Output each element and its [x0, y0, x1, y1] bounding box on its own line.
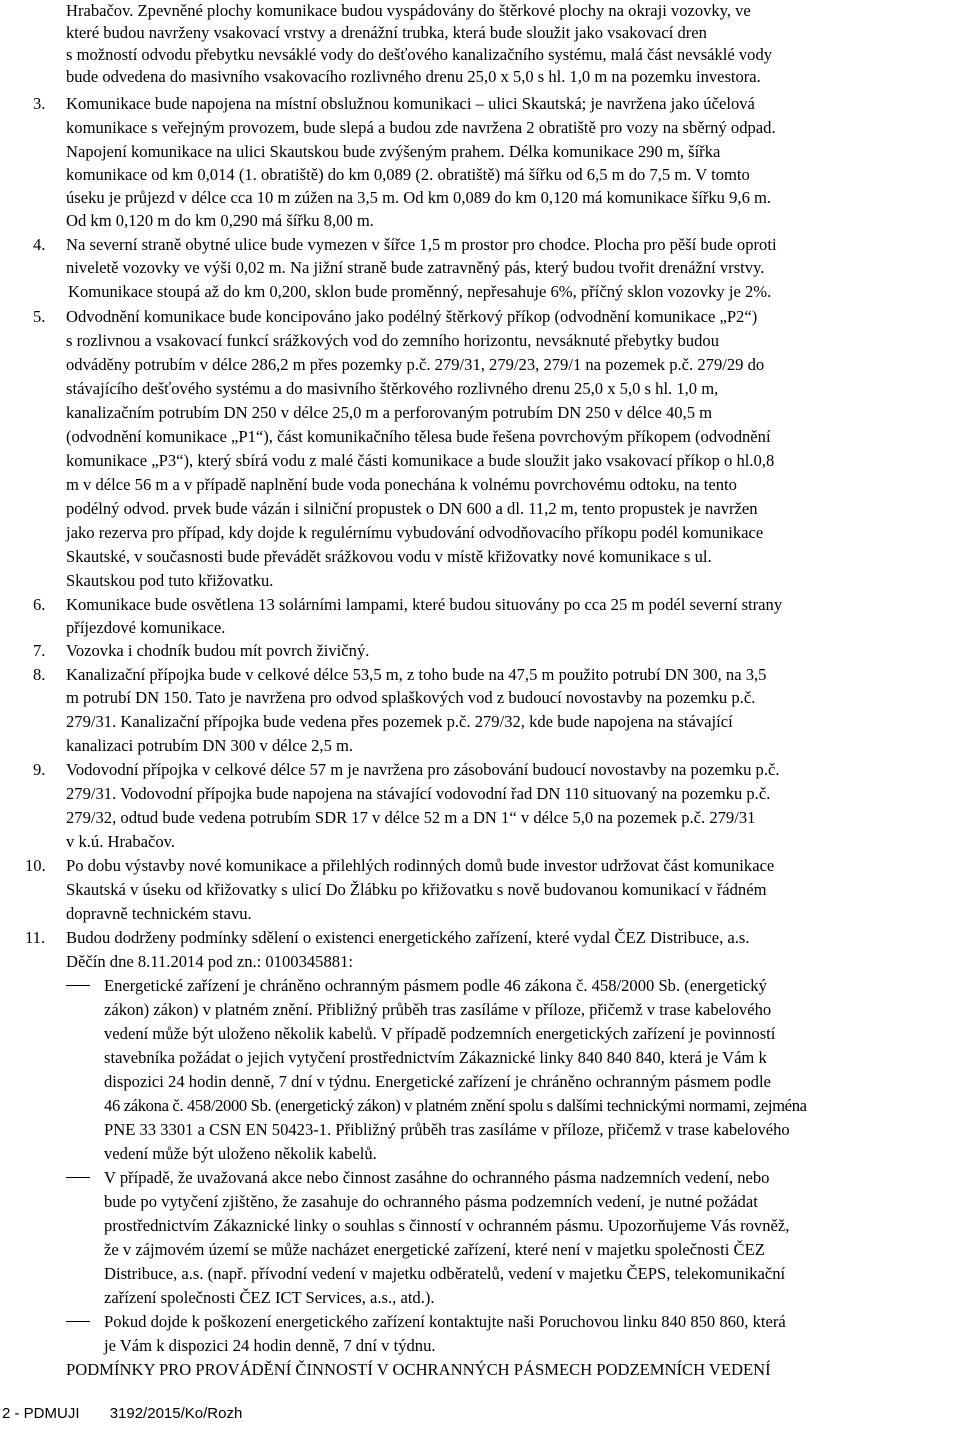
item-line: Komunikace bude osvětlena 13 solárními lampami, které budou situovány po cca 25 m podél severní strany — [66, 595, 783, 614]
footer-page-code: 2 - PDMUJI — [2, 1405, 80, 1422]
bullet-line: 46 zákona č. 458/2000 Sb. (energetický zákon) v platném znění spolu s dalšími technickými normami, zejména — [104, 1096, 807, 1115]
item-number: 3. — [33, 94, 46, 113]
item-line: Budou dodrženy podmínky sdělení o existenci energetického zařízení, které vydal ČEZ Distribuce, a.s. — [66, 928, 750, 947]
bullet-line: zákon) zákon) v platném znění. Přibližný průběh tras zasíláme v příloze, přičemž v trase kabelového — [104, 1000, 772, 1019]
intro-line: s možností odvodu přebytku nevsáklé vody do dešťového kanalizačního systému, malá část nevsáklé vody — [66, 45, 773, 64]
item-line: úseku je průjezd v délce cca 10 m zúžen na 3,5 m. Od km 0,089 do km 0,120 má komunikace šířku 9,6 m. — [66, 188, 772, 207]
footer — [2, 1404, 242, 1424]
item-line: Odvodnění komunikace bude koncipováno jako podélný štěrkový příkop (odvodnění komunikace „P2“) — [66, 307, 758, 326]
item-line: 279/31. Vodovodní přípojka bude napojena na stávající vodovodní řad DN 110 situovaný na pozemku p.č. — [66, 784, 771, 803]
bullet-line: zařízení společnosti ČEZ ICT Services, a.s., atd.). — [104, 1288, 435, 1307]
bullet-line: vedení může být uloženo několik kabelů. — [104, 1144, 377, 1163]
intro-line: bude odvedena do masivního vsakovacího rozlivného drenu 25,0 x 5,0 s hl. 1,0 m na pozemku investora. — [66, 67, 761, 86]
item-line: Vozovka i chodník budou mít povrch živičný. — [66, 641, 370, 660]
item-line: Po dobu výstavby nové komunikace a přilehlých rodinných domů bude investor udržovat část komunikace — [66, 856, 775, 875]
item-number: 8. — [33, 665, 46, 684]
item-line: komunikace „P3“), který sbírá vodu z malé části komunikace a bude sloužit jako vsakovací příkop o hl.0,8 — [66, 451, 775, 470]
item-line: Děčín dne 8.11.2014 pod zn.: 0100345881: — [66, 952, 353, 971]
item-line: s rozlivnou a vsakovací funkcí srážkových vod do zemního horizontu, nevsáknuté přebytky budou — [66, 331, 719, 350]
item-line: stávajícího dešťového systému a do masivního štěrkového rozlivného drenu 25,0 x 5,0 s hl. 1,0 m, — [66, 379, 719, 398]
item-line: jako rezerva pro případ, kdy dojde k regulérnímu vybudování odvodňovacího příkopu podél komunikace — [66, 523, 764, 542]
item-line: komunikace s veřejným provozem, bude slepá a budou zde navržena 2 obratiště pro vozy na sběrný odpad. — [66, 118, 776, 137]
item-line: (odvodnění komunikace „P1“), část komunikačního tělesa bude řešena povrchovým příkopem (odvodnění — [66, 427, 771, 446]
item-line: m potrubí DN 150. Tato je navržena pro odvod splaškových vod z budoucí novostavby na pozemku p.č. — [66, 688, 756, 707]
item-line: Napojení komunikace na ulici Skautskou bude zvýšeným prahem. Délka komunikace 290 m, šířka — [66, 142, 721, 161]
item-line: dopravně technickém stavu. — [66, 904, 252, 923]
item-line: odváděny potrubím v délce 286,2 m přes pozemky p.č. 279/31, 279/23, 279/1 na pozemek p.č. 279/29 do — [66, 355, 765, 374]
item-number: 10. — [25, 856, 46, 875]
item-line: kanalizaci potrubím DN 300 v délce 2,5 m. — [66, 736, 354, 755]
item-line: niveletě vozovky ve výši 0,02 m. Na jižní straně bude zatravněný pás, který budou tvořit drenážní vrstvy. — [66, 258, 765, 277]
intro-line: které budou navrženy vsakovací vrstvy a drenážní trubka, která bude sloužit jako vsakovací dren — [66, 23, 707, 42]
item-number: 7. — [33, 641, 46, 660]
item-line: Skautské, v současnosti bude převádět srážkovou vodu v místě křižovatky nové komunikace s ul. — [66, 547, 712, 566]
bullet-line: Pokud dojde k poškození energetického zařízení kontaktujte naši Poruchovou linku 840 850 860, která — [104, 1312, 786, 1331]
item-number: 5. — [33, 307, 46, 326]
item-line: podélný odvod. prvek bude vázán i silniční propustek o DN 600 a dl. 11,2 m, tento propustek je navržen — [66, 499, 758, 518]
bullet-line: že v zájmovém území se může nacházet energetické zařízení, které není v majetku společnosti ČEZ — [104, 1240, 765, 1259]
item-number: 6. — [33, 595, 46, 614]
bullet-line: Energetické zařízení je chráněno ochranným pásmem podle 46 zákona č. 458/2000 Sb. (energetický — [104, 976, 767, 995]
item-line: Skautská v úseku od křižovatky s ulicí Do Žlábku po křižovatku s nově budovanou komunikací v řádném — [66, 880, 767, 899]
item-line: 279/31. Kanalizační přípojka bude vedena přes pozemek p.č. 279/32, kde bude napojena na stávající — [66, 712, 733, 731]
bullet-line: prostřednictvím Zákaznické linky o souhlas s činností v ochranném pásmu. Upozorňujeme Vás rovněž, — [104, 1216, 790, 1235]
item-line: Skautskou pod tuto křižovatku. — [66, 571, 274, 590]
item-line: komunikace od km 0,014 (1. obratiště) do km 0,089 (2. obratiště) má šířku od 6,5 m do 7,5 m. V tomto — [66, 165, 750, 184]
dash-bullet — [66, 1321, 90, 1322]
item-line: Od km 0,120 m do km 0,290 má šířku 8,00 m. — [66, 211, 374, 230]
item-line: příjezdové komunikace. — [66, 618, 226, 637]
bullet-line: Distribuce, a.s. (např. přívodní vedení v majetku odběratelů, vedení v majetku ČEPS, telekomunikační — [104, 1264, 786, 1283]
item-line: Komunikace bude napojena na místní obslužnou komunikaci – ulici Skautská; je navržena jako účelová — [66, 94, 755, 113]
dash-bullet — [66, 1177, 90, 1178]
item-line: kanalizačním potrubím DN 250 v délce 25,0 m a perforovaným potrubím DN 250 v délce 40,5 m — [66, 403, 713, 422]
footer-reference: 3192/2015/Ko/Rozh — [109, 1405, 243, 1422]
bullet-line: je Vám k dispozici 24 hodin denně, 7 dní v týdnu. — [104, 1336, 436, 1355]
bullet-line: PNE 33 3301 a CSN EN 50423-1. Přibližný průběh tras zasíláme v příloze, přičemž v trase kabelového — [104, 1120, 790, 1139]
intro-line: Hrabačov. Zpevněné plochy komunikace budou vyspádovány do štěrkové plochy na okraji vozovky, ve — [66, 1, 751, 20]
item-line: m v délce 56 m a v případě naplnění bude voda ponechána k volnému povrchovému odtoku, na tento — [66, 475, 737, 494]
item-number: 11. — [25, 928, 46, 947]
item-number: 9. — [33, 760, 46, 779]
bullet-line: V případě, že uvažovaná akce nebo činnost zasáhne do ochranného pásma nadzemních vedení, nebo — [104, 1168, 770, 1187]
bullet-line: vedení může být uloženo několik kabelů. V případě podzemních energetických zařízení je povinností — [104, 1024, 776, 1043]
item-line: 279/32, odtud bude vedena potrubím SDR 17 v délce 52 m a DN 1“ v délce 5,0 na pozemek p.č. 279/31 — [66, 808, 756, 827]
item-line: Komunikace stoupá až do km 0,200, sklon bude proměnný, nepřesahuje 6%, příčný sklon vozovky je 2%. — [68, 282, 772, 301]
section-heading: PODMÍNKY PRO PROVÁDĚNÍ ČINNOSTÍ V OCHRANNÝCH PÁSMECH PODZEMNÍCH VEDENÍ — [66, 1360, 771, 1379]
bullet-line: dispozici 24 hodin denně, 7 dní v týdnu. Energetické zařízení je chráněno ochranným pásmem podle — [104, 1072, 771, 1091]
item-line: v k.ú. Hrabačov. — [66, 832, 176, 851]
bullet-line: bude po vytyčení zjištěno, že zasahuje do ochranného pásma podzemních vedení, je nutné požádat — [104, 1192, 758, 1211]
item-line: Vodovodní přípojka v celkové délce 57 m je navržena pro zásobování budoucí novostavby na pozemku p.č. — [66, 760, 780, 779]
item-number: 4. — [33, 235, 46, 254]
item-line: Kanalizační přípojka bude v celkové délce 53,5 m, z toho bude na 47,5 m použito potrubí DN 300, na 3,5 — [66, 665, 767, 684]
item-line: Na severní straně obytné ulice bude vymezen v šířce 1,5 m prostor pro chodce. Plocha pro pěší bude oproti — [66, 235, 777, 254]
bullet-line: stavebníka požádat o jejich vytyčení prostřednictvím Zákaznické linky 840 840 840, která je Vám k — [104, 1048, 767, 1067]
dash-bullet — [66, 985, 90, 986]
